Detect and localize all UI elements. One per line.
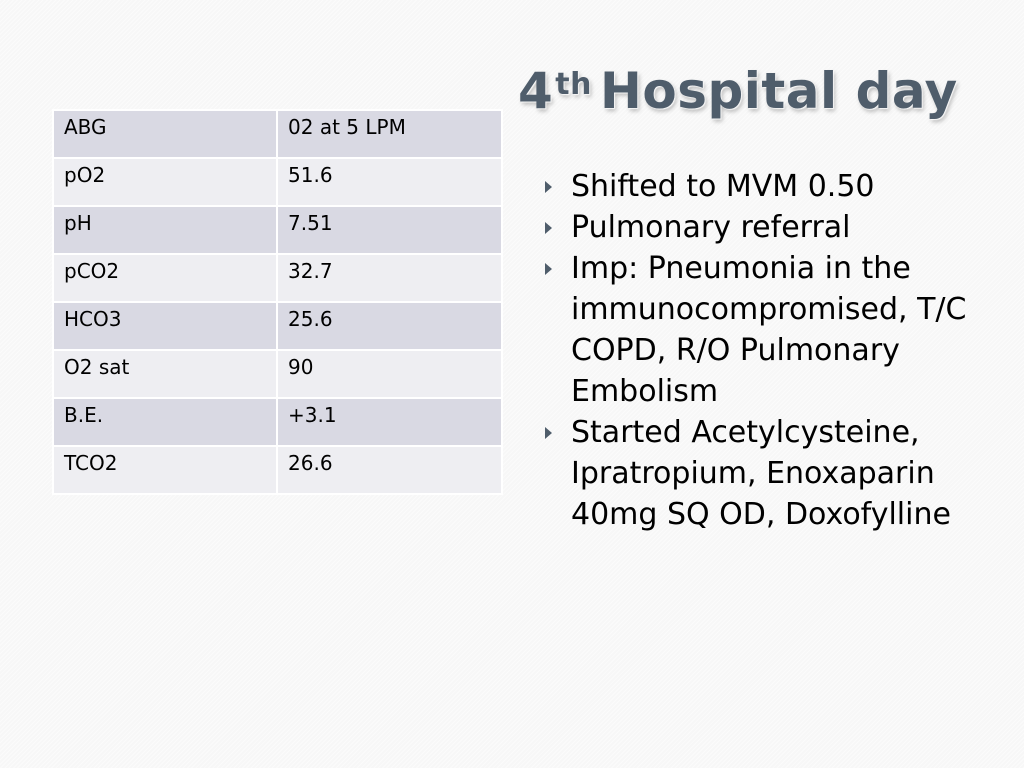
bullet-text: Imp: Pneumonia in the immunocompromised, T/C COPD, R/O Pulmonary Embolism [571, 251, 967, 409]
title-ordinal-suffix: th [555, 67, 592, 102]
title-text: Hospital day [600, 62, 958, 120]
abg-table [52, 109, 503, 495]
table-row [53, 110, 502, 158]
bullet-text: Pulmonary referral [571, 210, 851, 245]
table-cell-label: HCO3 [53, 302, 277, 350]
table-row [53, 254, 502, 302]
bullet-arrow-icon [545, 427, 552, 439]
table-cell-label: ABG [53, 110, 277, 158]
table-row [53, 398, 502, 446]
table-cell-label: pO2 [53, 158, 277, 206]
table-cell-value: 26.6 [277, 446, 502, 494]
table-row [53, 158, 502, 206]
bullet-text: Started Acetylcysteine, Ipratropium, Enoxaparin 40mg SQ OD, Doxofylline [571, 415, 951, 532]
slide-title [518, 56, 958, 126]
bullet-arrow-icon [545, 181, 552, 193]
table-cell-value: 90 [277, 350, 502, 398]
table-cell-value: 7.51 [277, 206, 502, 254]
title-number: 4 [518, 62, 554, 120]
table-cell-value: 51.6 [277, 158, 502, 206]
table-cell-value: 25.6 [277, 302, 502, 350]
table-cell-label: O2 sat [53, 350, 277, 398]
table-row [53, 206, 502, 254]
bullet-item [545, 166, 1005, 207]
table-cell-label: B.E. [53, 398, 277, 446]
bullet-item [545, 207, 1005, 248]
table-cell-value: 02 at 5 LPM [277, 110, 502, 158]
table-cell-value: +3.1 [277, 398, 502, 446]
table-row [53, 302, 502, 350]
table-cell-label: pH [53, 206, 277, 254]
bullet-arrow-icon [545, 263, 552, 275]
table-row [53, 350, 502, 398]
table-cell-label: pCO2 [53, 254, 277, 302]
table-cell-label: TCO2 [53, 446, 277, 494]
bullet-arrow-icon [545, 222, 552, 234]
bullet-list [545, 166, 1005, 535]
table-cell-value: 32.7 [277, 254, 502, 302]
bullet-item [545, 248, 1005, 412]
bullet-text: Shifted to MVM 0.50 [571, 169, 875, 204]
table-row [53, 446, 502, 494]
bullet-item [545, 412, 1005, 535]
